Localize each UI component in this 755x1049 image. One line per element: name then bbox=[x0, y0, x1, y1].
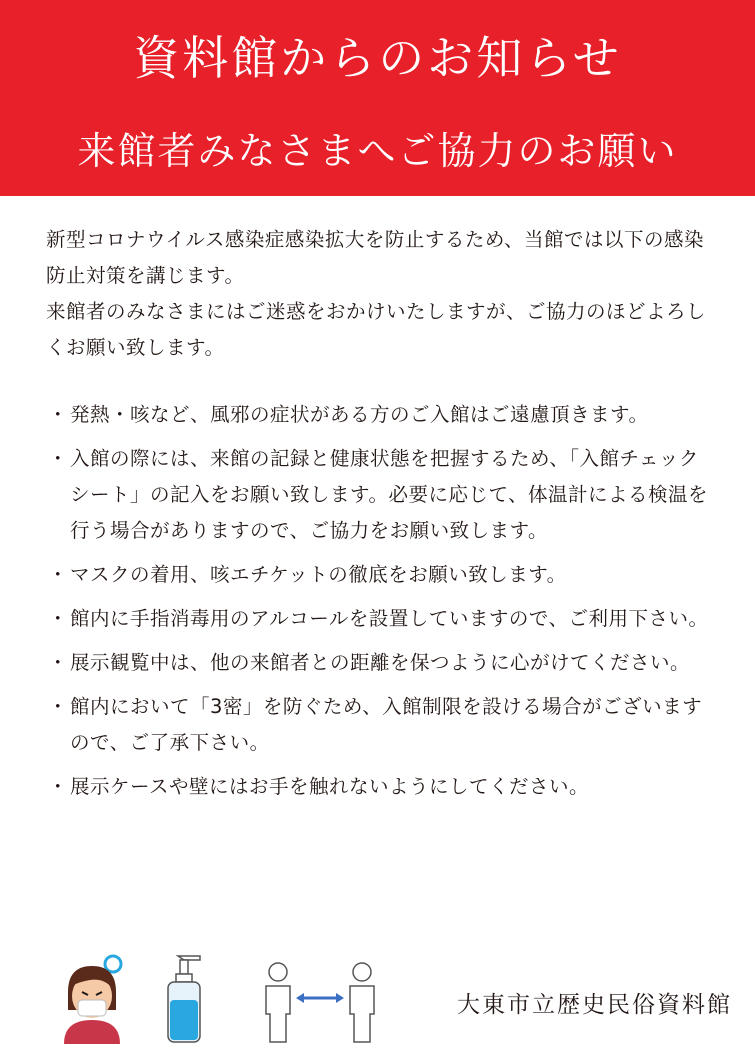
bullet: ・ bbox=[48, 695, 69, 718]
bullet: ・ bbox=[48, 775, 69, 798]
rule-item bbox=[46, 557, 716, 593]
rule-item bbox=[46, 397, 716, 433]
bullet: ・ bbox=[48, 563, 69, 586]
rule-text: 発熱・咳など、風邪の症状がある方のご入館はご遠慮頂きます。 bbox=[70, 403, 649, 426]
page-title: 資料館からのお知らせ bbox=[133, 31, 622, 85]
footer-illustrations bbox=[60, 950, 430, 1045]
rules-list bbox=[46, 397, 716, 813]
bullet: ・ bbox=[48, 651, 69, 674]
rule-item bbox=[46, 601, 716, 637]
hand-sanitizer-bottle-icon bbox=[160, 950, 212, 1044]
social-distance-icon bbox=[260, 960, 380, 1044]
intro-paragraph-1: 新型コロナウイルス感染症感染拡大を防止するため、当館では以下の感染防止対策を講じます。 bbox=[46, 228, 705, 287]
rule-text: 展示ケースや壁にはお手を触れないようにしてください。 bbox=[70, 775, 590, 798]
rule-text: 館内において「3密」を防ぐため、入館制限を設ける場合がございますので、ご了承下さい。 bbox=[70, 695, 703, 754]
rule-item bbox=[46, 441, 716, 549]
header-banner bbox=[0, 0, 755, 196]
rule-item bbox=[46, 769, 716, 805]
rule-item bbox=[46, 689, 716, 761]
intro-paragraph-2: 来館者のみなさまにはご迷惑をおかけいたしますが、ご協力のほどよろしくお願い致します。 bbox=[46, 300, 707, 359]
page-subtitle: 来館者みなさまへご協力のお願い bbox=[77, 129, 678, 173]
bullet: ・ bbox=[48, 607, 69, 630]
rule-text: 館内に手指消毒用のアルコールを設置していますので、ご利用下さい。 bbox=[70, 607, 709, 630]
bullet: ・ bbox=[48, 447, 69, 470]
rule-text: 入館の際には、来館の記録と健康状態を把握するため、「入館チェックシート」の記入をお願い致します。必要に応じて、体温計による検温を行う場合がありますので、ご協力をお願い致します。 bbox=[70, 447, 709, 542]
bullet: ・ bbox=[48, 403, 69, 426]
intro-text bbox=[46, 222, 716, 366]
rule-text: 展示観覧中は、他の来館者との距離を保つように心がけてください。 bbox=[70, 651, 691, 674]
rule-text: マスクの着用、咳エチケットの徹底をお願い致します。 bbox=[70, 563, 567, 586]
rule-item bbox=[46, 645, 716, 681]
organization-name: 大東市立歴史民俗資料館 bbox=[457, 992, 732, 1018]
coughing-person-with-mask-icon bbox=[60, 952, 130, 1044]
